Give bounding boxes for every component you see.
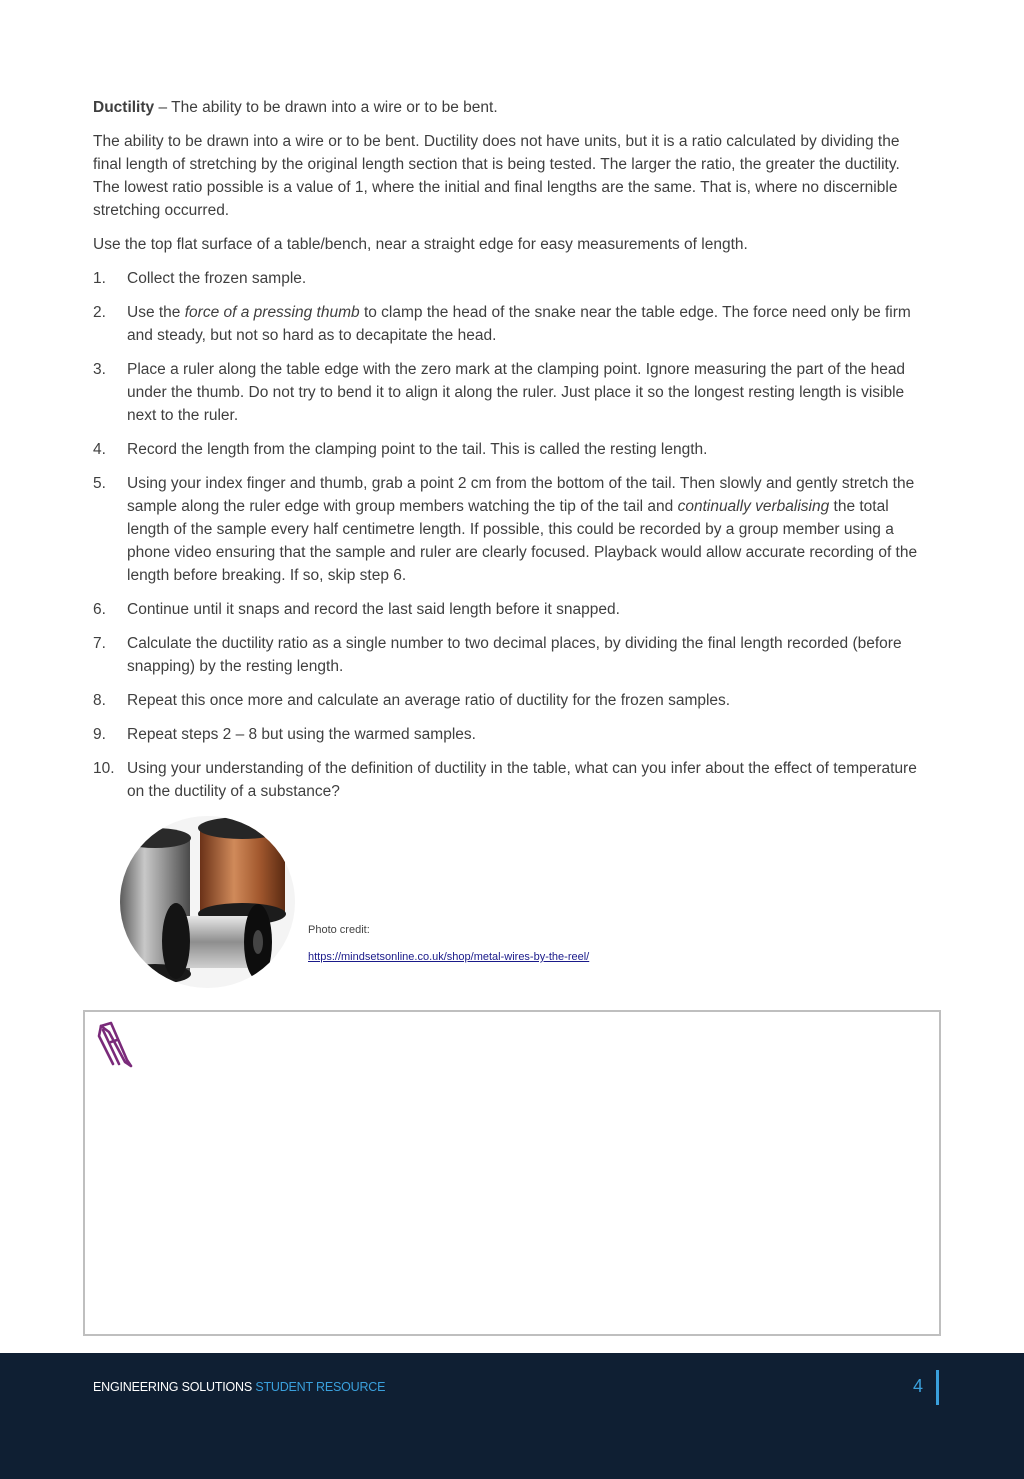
step-text: Continue until it snaps and record the last said length before it snapped. xyxy=(127,601,620,618)
main-content xyxy=(93,96,928,814)
step-emphasis: continually verbalising xyxy=(677,498,830,515)
step-number: 6. xyxy=(93,601,106,618)
step-text: Repeat steps 2 – 8 but using the warmed samples. xyxy=(127,726,476,743)
list-item xyxy=(93,301,928,347)
steps-list xyxy=(93,267,928,803)
step-number: 7. xyxy=(93,635,106,652)
step-text: Calculate the ductility ratio as a single number to two decimal places, by dividing the final length recorded (before snapping) by the resting length. xyxy=(127,635,902,675)
explanation-paragraph: The ability to be drawn into a wire or to be bent. Ductility does not have units, but it is a ratio calculated by dividing the final length of stretching by the original length section that is being tested. The larger the ratio, the greater the ductility. The lowest ratio possible is a value of 1, where the initial and final lengths are the same. That is, where no discernible stretching occurred. xyxy=(93,133,900,219)
step-text xyxy=(127,472,928,587)
step-number: 10. xyxy=(93,760,115,777)
photo-credit-link[interactable]: https://mindsetsonline.co.uk/shop/metal-wires-by-the-reel/ xyxy=(308,951,590,963)
step-text-part: to clamp the head of the snake near the table edge. The force need only be firm and steady, but not so hard as to decapitate the head. xyxy=(127,304,911,344)
photo-credit-label: Photo credit: xyxy=(308,924,370,936)
footer-title-part2: STUDENT RESOURCE xyxy=(255,1380,386,1394)
page-number-bar xyxy=(936,1370,939,1405)
list-item xyxy=(93,358,928,427)
list-item xyxy=(93,472,928,587)
step-number: 1. xyxy=(93,270,106,287)
list-item xyxy=(93,598,928,621)
list-item xyxy=(93,438,928,461)
term-ductility: Ductility xyxy=(93,99,155,116)
setup-paragraph: Use the top flat surface of a table/bench, near a straight edge for easy measurements of length. xyxy=(93,236,748,253)
step-text: Using your understanding of the definition of ductility in the table, what can you infer about the effect of temperature on the ductility of a substance? xyxy=(127,760,917,800)
wire-reels-illustration xyxy=(120,816,295,988)
step-text-part: the total length of the sample every half centimetre length. If possible, this could be recorded by a group member using a phone video ensuring that the sample and ruler are clearly focused. Playback would allow accurate recording of the length before breaking. If so, skip step 6. xyxy=(127,498,918,584)
step-text: Collect the frozen sample. xyxy=(127,270,307,287)
list-item xyxy=(93,267,928,290)
list-item xyxy=(93,723,928,746)
answer-box[interactable] xyxy=(83,1010,941,1336)
step-number: 4. xyxy=(93,441,106,458)
list-item xyxy=(93,632,928,678)
step-text-part: Using your index finger and thumb, grab a point 2 cm from the bottom of the tail. Then slowly and gently stretch the sample along the ruler edge with group members watching the tip of the tail and xyxy=(127,475,915,515)
step-number: 3. xyxy=(93,361,106,378)
step-text: Place a ruler along the table edge with the zero mark at the clamping point. Ignore measuring the part of the head under the thumb. Do not try to bend it to align it along the ruler. Just place it so the longest resting length is visible next to the ruler. xyxy=(127,361,906,424)
step-number: 2. xyxy=(93,304,106,321)
footer-title-part1: ENGINEERING SOLUTIONS xyxy=(93,1380,253,1394)
step-text-part: Use the xyxy=(127,304,185,321)
step-number: 5. xyxy=(93,475,106,492)
step-text xyxy=(127,301,928,347)
step-number: 9. xyxy=(93,726,106,743)
list-item xyxy=(93,757,928,803)
footer xyxy=(0,1353,1024,1479)
step-text: Record the length from the clamping point to the tail. This is called the resting length. xyxy=(127,441,708,458)
step-number: 8. xyxy=(93,692,106,709)
step-text: Repeat this once more and calculate an average ratio of ductility for the frozen samples. xyxy=(127,692,731,709)
list-item xyxy=(93,689,928,712)
page-number: 4 xyxy=(913,1376,924,1396)
pen-icon xyxy=(97,1020,133,1068)
definition-line xyxy=(93,96,928,119)
wire-reels-photo xyxy=(120,816,295,988)
definition-text: – The ability to be drawn into a wire or to be bent. xyxy=(154,99,498,116)
step-emphasis: force of a pressing thumb xyxy=(184,304,360,321)
footer-title xyxy=(93,1380,385,1394)
